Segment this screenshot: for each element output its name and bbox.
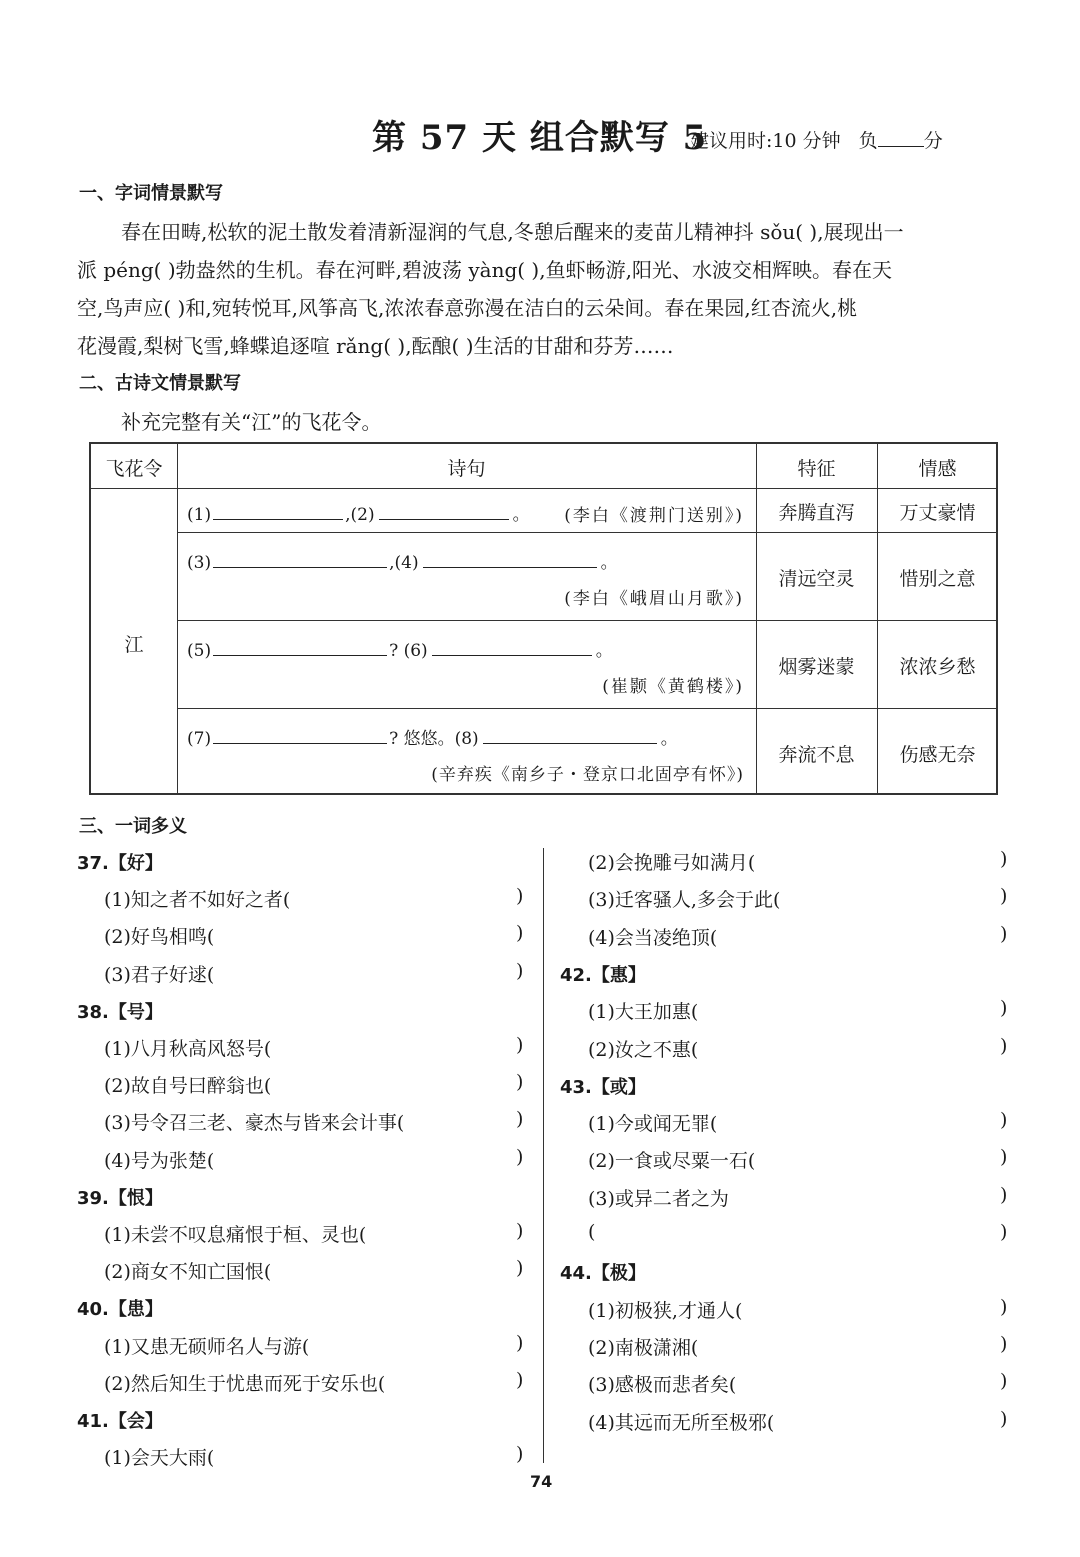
feature-cell: 奔流不息 [778, 744, 855, 766]
list-item: (3)君子好逑( [104, 963, 215, 986]
answer-paren[interactable]: ) [516, 1331, 524, 1354]
list-item: (2)商女不知亡国恨( [104, 1261, 272, 1284]
answer-blank[interactable] [483, 726, 657, 744]
word-heading: 43.【或】 [560, 1076, 646, 1098]
list-item: (1)大王加惠( [588, 1001, 699, 1024]
score-prefix: 负 [858, 130, 878, 152]
word-heading: 44.【极】 [560, 1263, 646, 1285]
answer-paren[interactable]: ) [516, 1108, 524, 1131]
list-item: (4)会当凌绝顶( [588, 926, 718, 949]
answer-paren[interactable]: ) [1000, 848, 1008, 870]
section2-instruction: 补充完整有关“江”的飞花令。 [121, 410, 382, 434]
score-suffix: 分 [923, 130, 943, 152]
list-item: (2)好鸟相鸣( [104, 926, 215, 949]
answer-paren[interactable]: ) [516, 1034, 524, 1056]
list-item: (1)未尝不叹息痛恨于桓、灵也( [104, 1224, 367, 1246]
answer-blank[interactable] [432, 638, 592, 656]
poem-citation: (李白《峨眉山月歌》) [564, 589, 744, 609]
answer-paren[interactable]: ) [516, 1443, 524, 1466]
answer-paren[interactable]: ) [516, 1257, 524, 1280]
feihualing-table [89, 442, 998, 795]
emotion-cell: 万丈豪情 [899, 502, 976, 524]
row-divider [177, 620, 996, 621]
list-item: (4)号为张楚( [104, 1149, 215, 1172]
answer-paren[interactable]: ) [516, 922, 524, 945]
answer-paren[interactable]: ) [516, 1145, 524, 1168]
answer-blank[interactable] [213, 550, 387, 568]
table-header: 诗句 [447, 458, 486, 480]
answer-paren[interactable]: ) [1000, 997, 1008, 1020]
table-row: (1) ,(2) 。 [187, 500, 530, 525]
answer-paren[interactable]: ) [516, 885, 524, 908]
answer-paren[interactable]: ) [1000, 1295, 1008, 1318]
row-divider [177, 708, 996, 709]
list-item: (3)或异二者之为 [588, 1187, 729, 1210]
table-row: (7) ? 悠悠。(8) 。 [187, 724, 678, 749]
feature-cell: 奔腾直泻 [778, 502, 855, 524]
feature-cell: 清远空灵 [778, 568, 855, 590]
keyword-cell: 江 [124, 634, 144, 656]
score-blank[interactable] [878, 127, 924, 147]
answer-paren[interactable]: ) [1000, 1221, 1008, 1243]
table-header: 飞花令 [105, 458, 163, 480]
answer-paren[interactable]: ) [516, 1368, 524, 1391]
table-row: (3) ,(4) 。 [187, 548, 618, 573]
list-item: (1)又患无硕师名人与游( [104, 1335, 310, 1358]
list-item: (2)汝之不惠( [588, 1038, 699, 1061]
poem-citation: (崔颢《黄鹤楼》) [602, 677, 744, 697]
time-label: 建议用时:10 分钟 [690, 130, 841, 152]
answer-paren[interactable]: ) [1000, 885, 1008, 908]
list-item: (2)会挽雕弓如满月( [588, 852, 756, 874]
word-heading: 41.【会】 [77, 1411, 163, 1432]
col-divider [177, 444, 178, 793]
answer-paren[interactable]: ) [1000, 1146, 1008, 1169]
word-heading: 39.【恨】 [77, 1187, 163, 1209]
section1-line-3: 空,鸟声应( )和,宛转悦耳,风筝高飞,浓浓春意弥漫在洁白的云朵间。春在果园,红杏流火,桃 [77, 296, 858, 320]
emotion-cell: 浓浓乡愁 [899, 656, 976, 678]
list-item: (1)会天大雨( [104, 1447, 215, 1470]
answer-paren[interactable]: ) [516, 1220, 524, 1242]
answer-paren[interactable]: ) [1000, 1370, 1008, 1393]
emotion-cell: 伤感无奈 [899, 744, 976, 766]
section1-line-4: 花漫霞,梨树飞雪,蜂蝶追逐喧 rǎng( ),酝酿( )生活的甘甜和芬芳…… [77, 334, 674, 358]
list-item: (3)号令召三老、豪杰与皆来会计事( [104, 1112, 405, 1135]
answer-paren[interactable]: ) [516, 959, 524, 982]
poem-citation: (李白《渡荆门送别》) [564, 506, 744, 526]
emotion-cell: 惜别之意 [899, 568, 976, 590]
list-item: (3)感极而悲者矣( [588, 1374, 737, 1397]
answer-blank[interactable] [213, 726, 387, 744]
answer-paren[interactable]: ) [1000, 1407, 1008, 1430]
page-title: 第 57 天 组合默写 5 [372, 118, 708, 158]
answer-paren[interactable]: ) [516, 1071, 524, 1094]
table-header: 特征 [797, 458, 836, 480]
word-heading: 40.【患】 [77, 1299, 163, 1321]
list-item: (1)初极狭,才通人( [588, 1299, 743, 1322]
table-row: (5) ? (6) 。 [187, 636, 613, 661]
list-item: (1)八月秋高风怒号( [104, 1038, 272, 1060]
answer-blank[interactable] [423, 550, 597, 568]
row-divider [177, 532, 996, 533]
answer-paren[interactable]: ) [1000, 1332, 1008, 1355]
answer-paren[interactable]: ) [1000, 1109, 1008, 1132]
section1-line-1: 春在田畴,松软的泥土散发着清新湿润的气息,冬憩后醒来的麦苗儿精神抖 sǒu( ),展现出一 [121, 220, 904, 244]
list-item: (2)南极潇湘( [588, 1336, 699, 1359]
word-heading: 37.【好】 [77, 853, 163, 874]
answer-paren[interactable]: ) [1000, 1183, 1008, 1206]
section2-heading: 二、古诗文情景默写 [79, 373, 241, 394]
list-item: (1)知之者不如好之者( [104, 889, 291, 912]
list-item: (4)其远而无所至极邪( [588, 1411, 775, 1434]
answer-paren[interactable]: ) [1000, 1034, 1008, 1057]
table-header: 情感 [918, 458, 957, 480]
section1-line-2: 派 péng( )勃盎然的生机。春在河畔,碧波荡 yàng( ),鱼虾畅游,阳光、水波交相辉映。春在天 [77, 258, 892, 282]
list-item: (2)然后知生于忧患而死于安乐也( [104, 1372, 386, 1395]
row-divider [91, 488, 996, 489]
answer-blank[interactable] [213, 502, 343, 520]
section3-heading: 三、一词多义 [79, 816, 187, 837]
column-divider [543, 848, 544, 1463]
list-item: (3)迁客骚人,多会于此( [588, 889, 781, 912]
feature-cell: 烟雾迷蒙 [778, 656, 855, 678]
list-item: (2)一食或尽粟一石( [588, 1150, 756, 1173]
list-item: (1)今或闻无罪( [588, 1113, 718, 1136]
answer-blank[interactable] [379, 502, 509, 520]
list-item: (2)故自号曰醉翁也( [104, 1075, 272, 1098]
word-heading: 38.【号】 [77, 1001, 163, 1023]
answer-paren[interactable]: ) [1000, 922, 1008, 945]
answer-blank[interactable] [213, 638, 387, 656]
time-suggestion [690, 126, 943, 153]
list-item: ( [588, 1221, 596, 1243]
poem-citation: (辛弃疾《南乡子・登京口北固亭有怀》) [431, 765, 744, 785]
section1-heading: 一、字词情景默写 [79, 183, 223, 204]
page-number: 74 [530, 1472, 553, 1491]
word-heading: 42.【惠】 [560, 964, 646, 986]
